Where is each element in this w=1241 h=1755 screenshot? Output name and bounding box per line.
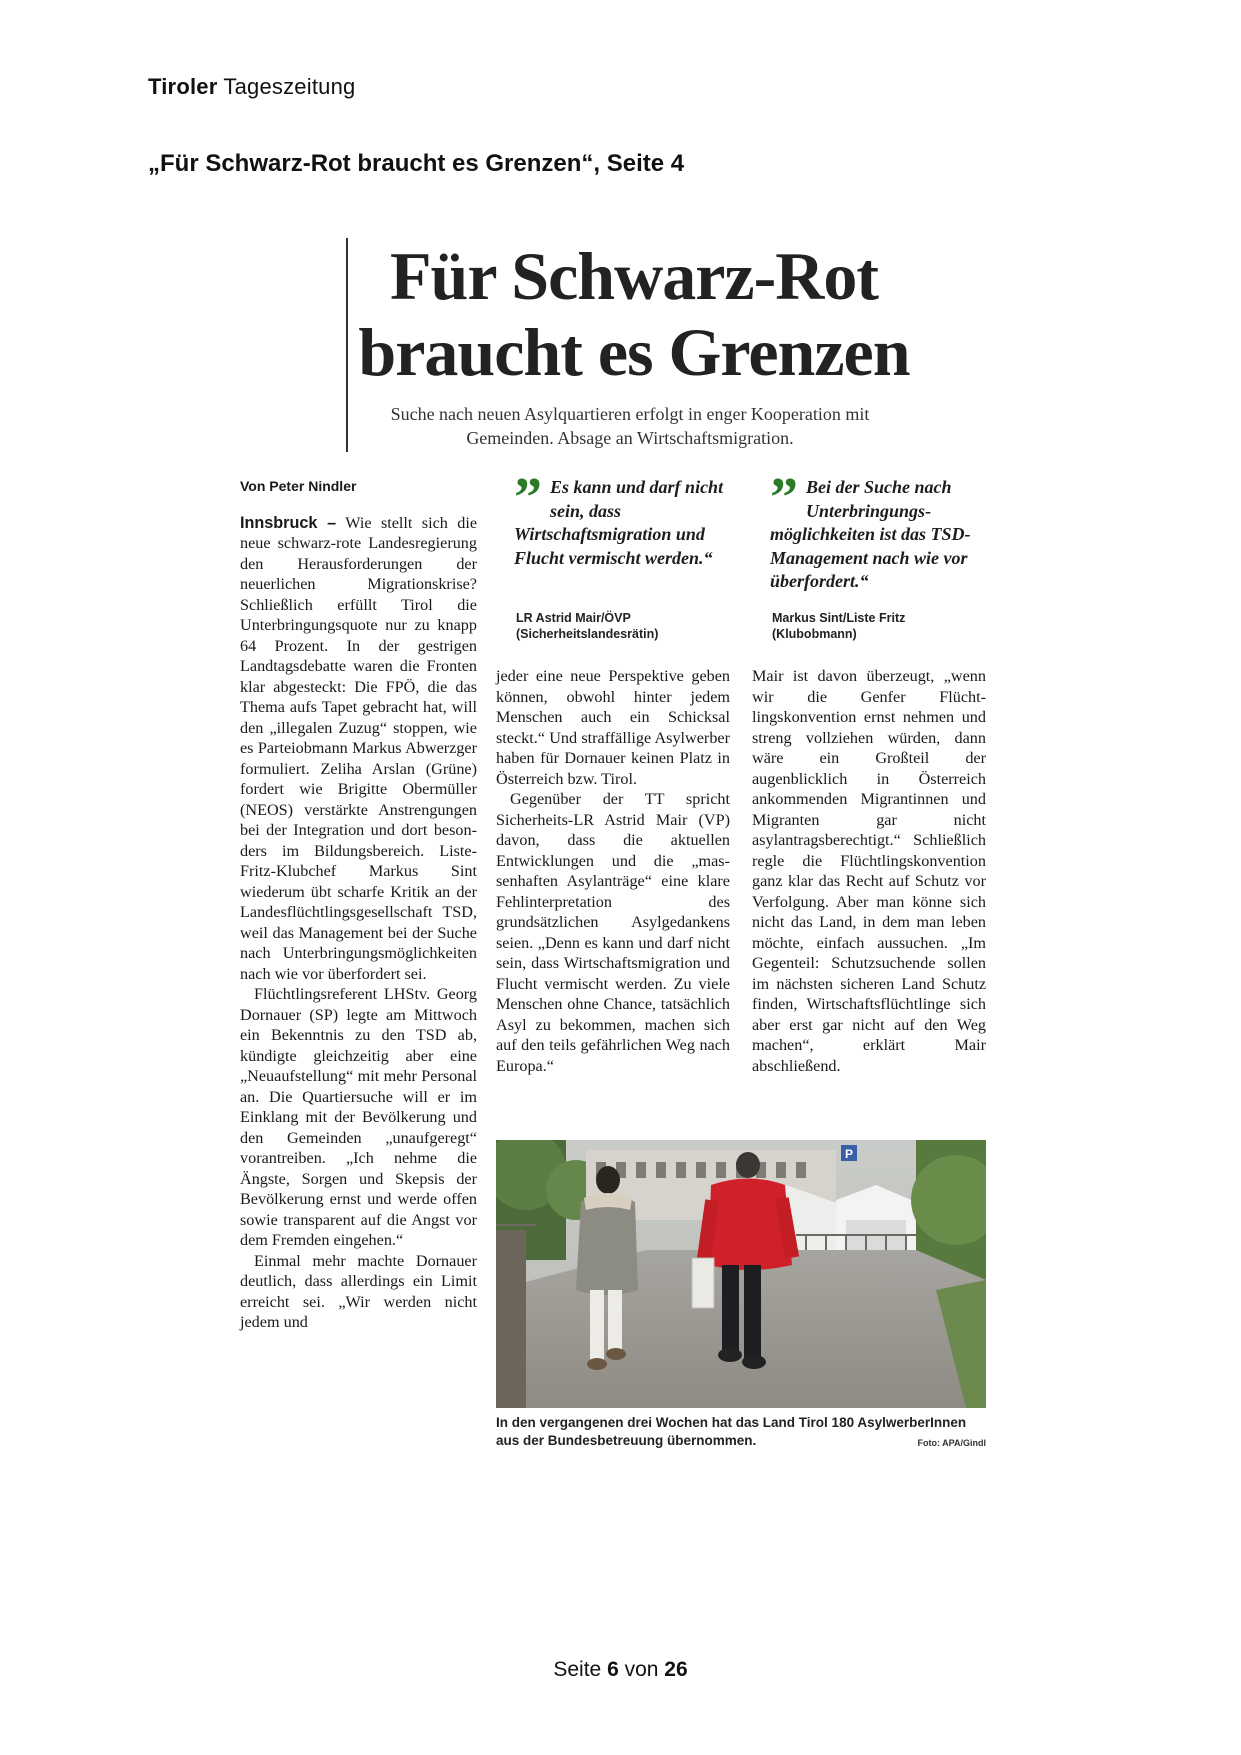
pull-quote-text: Bei der Suche nach Unterbringungsmöglichkeiten ist das TSD-Management nach wie vor überfordert.“ [770,477,971,591]
dateline: Innsbruck – [240,513,337,532]
paragraph [240,513,477,985]
headline [354,238,914,390]
column-2 [496,666,730,1076]
article-photo [496,1140,986,1408]
newspaper-clipping [240,238,990,1458]
page-number-prefix: Seite [553,1658,602,1681]
page-number-of: von [624,1658,659,1681]
publication-name-rest: Tageszeitung [223,74,356,99]
column-1 [240,476,477,1333]
publication-name [148,74,355,100]
subheadline: Suche nach neuen Asylquartieren erfolgt in enger Kooperation mit Gemeinden. Absage an Wirtschaftsmigration. [390,404,870,448]
attribution-role: (Klubobmann) [772,627,857,641]
svg-text:P: P [844,1147,854,1161]
pull-quote-1-attribution [516,610,756,642]
paragraph: Flüchtlingsreferent LHStv. Georg Dornauer (SP) legte am Mittwoch ein Bekenntnis zu den TSD ab, kündigte gleichzeitig aber eine „Neuaufstellung“ mit mehr Personal an. Die Quartiersuche will er im Einklang mit der Bevölkerung und den Gemeinden „unaufgeregt“ vorantreiben. „Ich nehme die Ängste, Sorgen und Skepsis der Bevölkerung ernst und werde offen sowie transparent auf die Angst vor dem Fremden eingehen.“ [240,985,477,1249]
paragraph: jeder eine neue Perspektive geben können, obwohl hinter jedem Menschen auch ein Schicksal steckt.“ Und straffällige Asylwerber haben für Dornauer keinen Platz in Österreich bzw. Tirol. [496,667,730,788]
pull-quote-text: Es kann und darf nicht sein, dass Wirtschaftsmigration und Flucht vermischt werden.“ [514,477,724,568]
pull-quote-2-attribution [772,610,1012,642]
column-3 [752,666,986,1076]
quote-mark-icon: ” [514,467,542,529]
paragraph: Einmal mehr machte Dornauer deutlich, dass allerdings ein Limit erreicht sei. „Wir werden nicht jedem und [240,1251,477,1331]
page-number-total: 26 [664,1658,688,1681]
publication-name-bold: Tiroler [148,74,218,99]
byline: Von Peter Nindler [240,478,357,494]
paragraph-text: Wie stellt sich die neue schwarz-rote Landesregierung den Herausforderungen der neuerlichen Migrationskrise? Schließlich erfüllt Tirol die Unterbringungsquote nur zu knapp 64 Prozent. In der gestrigen Landtagsdebatte waren die Fronten klar abgesteckt: Die FPÖ, die das Thema aufs Tapet gebracht hat, will den „illegalen Zuzug“ stoppen, wie es Parteiobmann Markus Abwerzger formuliert. Zeliha Arslan (Grüne) fordert wie Brigitte Obermüller (NEOS) verstärkte Anstrengungen bei der Integration und dort besonders im Bildungsbereich. Liste-Fritz-Klubchef Markus Sint wiederum übt scharfe Kritik an der Landesflüchtlingsgesellschaft TSD, weil das Management bei der Suche nach Unterbringungsmöglichkeiten nach wie vor überfordert sei. [240,513,477,983]
page-number-current: 6 [607,1658,619,1681]
page-number [0,1658,1241,1682]
pull-quote-1 [514,467,754,570]
pull-quote-2 [770,467,1010,594]
photo-caption: In den vergangenen drei Wochen hat das Land Tirol 180 AsylwerberInnen aus der Bundesbetreuung übernommen. [496,1415,967,1448]
headline-line-1: Für Schwarz-Rot [390,238,878,314]
photo-credit: Foto: APA/Gindl [917,1438,986,1448]
paragraph: Mair ist davon überzeugt, „wenn wir die Genfer Flüchtlingskonvention ernst nehmen und streng vollziehen würden, dann wäre ein Großteil der augenblicklich in Österreich ankommenden Migrantinnen und Migranten gar nicht asylantragsberechtigt.“ Schließlich regle die Flüchtlingskonvention ganz klar das Recht auf Schutz vor Verfolgung. Aber man könne sich nicht das Land, in dem man leben möchte, einfach aussuchen. „Im Gegenteil: Schutzsuchende sollen im nächsten sicheren Land Schutz finden, Wirtschaftsflüchtlinge sich aber erst gar nicht auf den Weg machen“, erklärt Mair abschließend. [752,667,986,1075]
paragraph: Gegenüber der TT spricht Sicherheits-LR Astrid Mair (VP) davon, dass die aktuellen Entwicklungen und die „massenhaften Asylanträge“ eine klare Fehlinterpretation des grundsätzlichen Asylgedankens seien. „Denn es kann und darf nicht sein, dass Wirtschaftsmigration und Flucht vermischt werden. Zu viele Menschen ohne Chance, tatsächlich Asyl zu bekommen, machen sich auf den teils gefährlichen Weg nach Europa.“ [496,790,730,1075]
attribution-role: (Sicherheitslandesrätin) [516,627,659,641]
quote-mark-icon: ” [770,467,798,529]
attribution-name: Markus Sint/Liste Fritz [772,611,906,625]
attribution-name: LR Astrid Mair/ÖVP [516,611,631,625]
headline-line-2: braucht es Grenzen [358,314,910,390]
article-reference: „Für Schwarz-Rot braucht es Grenzen“, Seite 4 [148,150,685,177]
